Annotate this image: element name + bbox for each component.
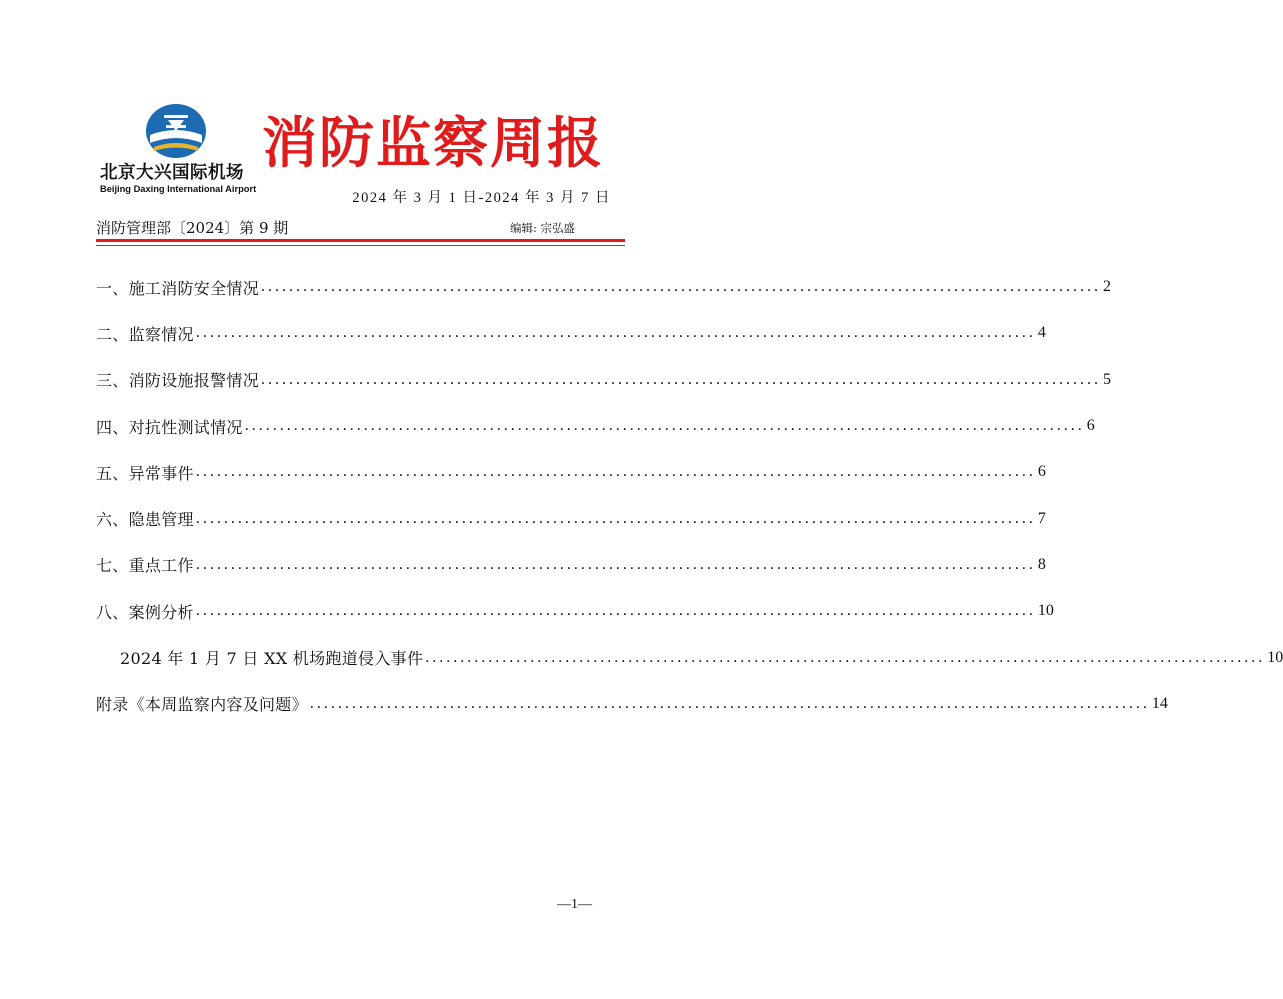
toc-entry[interactable] xyxy=(96,634,1283,680)
toc-entry-label: 五、异常事件 xyxy=(96,463,194,483)
toc-entry-label: 2024 年 1 月 7 日 XX 机场跑道侵入事件 xyxy=(120,649,424,669)
header-rule-thick xyxy=(96,239,625,242)
toc-entry-page: 5 xyxy=(1103,370,1112,388)
page-number: —1— xyxy=(557,897,592,912)
toc-entry-label: 七、重点工作 xyxy=(96,556,194,576)
toc-entry-page: 8 xyxy=(1037,555,1046,573)
toc-leader-dots: ........................................................................................................................ xyxy=(309,694,1150,712)
toc-entry-page: 2 xyxy=(1103,278,1112,296)
toc-entry-page: 4 xyxy=(1037,324,1046,342)
toc-leader-dots: ........................................................................................................................ xyxy=(261,278,1102,296)
toc-leader-dots: ........................................................................................................................ xyxy=(195,555,1036,573)
editor-line: 编辑: 宗弘盛 xyxy=(510,221,576,235)
toc-entry[interactable] xyxy=(96,588,1054,634)
toc-entry-label: 三、消防设施报警情况 xyxy=(96,371,260,391)
toc-entry[interactable] xyxy=(96,449,1046,495)
toc-leader-dots: ........................................................................................................................ xyxy=(195,324,1036,342)
toc-entry-page: 7 xyxy=(1037,509,1046,527)
toc-entry-page: 6 xyxy=(1037,463,1046,481)
toc-entry[interactable] xyxy=(96,310,1046,356)
toc-entry-label: 二、监察情况 xyxy=(96,324,194,344)
toc-entry[interactable] xyxy=(96,495,1046,541)
report-title: 消防监察周报 xyxy=(262,110,605,175)
report-date-range: 2024 年 3 月 1 日-2024 年 3 月 7 日 xyxy=(352,190,611,206)
toc-entry-page: 6 xyxy=(1086,417,1095,435)
table-of-contents xyxy=(96,264,1283,727)
toc-entry-label: 附录《本周监察内容及问题》 xyxy=(96,695,308,715)
toc-entry-label: 四、对抗性测试情况 xyxy=(96,417,243,437)
toc-entry-label: 一、施工消防安全情况 xyxy=(96,278,260,298)
toc-leader-dots: ........................................................................................................................ xyxy=(195,602,1036,620)
airport-name-cn: 北京大兴国际机场 xyxy=(100,163,244,183)
toc-leader-dots: ........................................................................................................................ xyxy=(195,463,1036,481)
airport-logo xyxy=(96,103,266,203)
toc-entry-label: 八、案例分析 xyxy=(96,602,194,622)
toc-entry[interactable] xyxy=(96,357,1112,403)
toc-entry-page: 14 xyxy=(1151,694,1168,712)
toc-leader-dots: ........................................................................................................................ xyxy=(244,417,1085,435)
airport-name-en: Beijing Daxing International Airport xyxy=(100,184,257,194)
toc-entry[interactable] xyxy=(96,542,1046,588)
toc-entry[interactable] xyxy=(96,403,1095,449)
header-rule-thin xyxy=(96,245,625,246)
toc-entry[interactable] xyxy=(96,681,1168,727)
toc-entry-label: 六、隐患管理 xyxy=(96,510,194,530)
toc-leader-dots: ........................................................................................................................ xyxy=(425,648,1266,666)
toc-leader-dots: ........................................................................................................................ xyxy=(261,370,1102,388)
toc-entry-page: 10 xyxy=(1037,602,1054,620)
toc-entry-page: 10 xyxy=(1267,648,1283,666)
toc-leader-dots: ........................................................................................................................ xyxy=(195,509,1036,527)
toc-entry[interactable] xyxy=(96,264,1112,310)
airport-emblem-icon xyxy=(144,103,208,161)
issue-number: 消防管理部〔2024〕第 9 期 xyxy=(96,219,289,237)
